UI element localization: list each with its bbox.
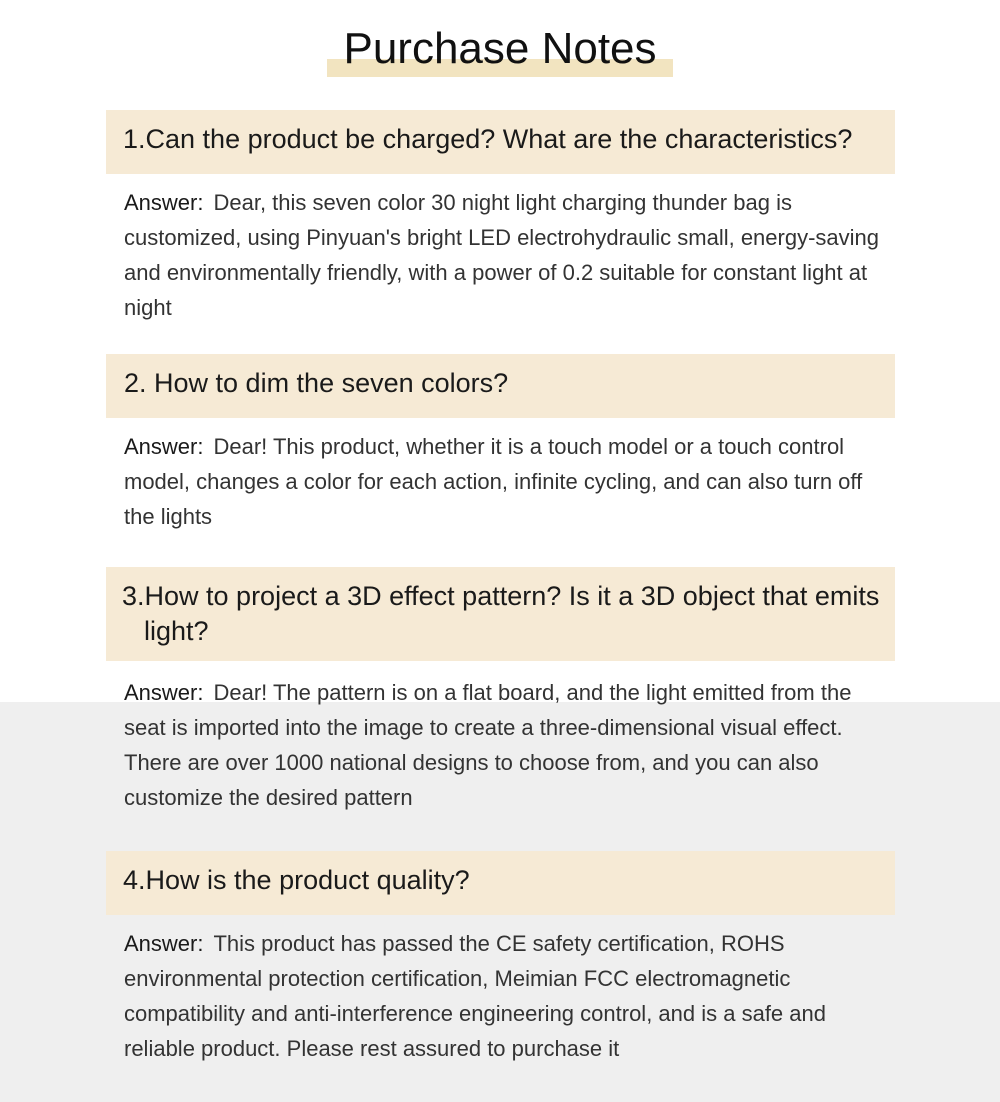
answer-2-label: Answer: [124, 434, 204, 459]
title-section [0, 24, 1000, 74]
page-title [327, 24, 672, 74]
answer-4 [124, 926, 894, 1066]
page-title-text: Purchase Notes [343, 24, 657, 73]
answer-2-text: Dear! This product, whether it is a touch model or a touch control model, changes a color for each action, infinite cycling, and can also turn off the lights [124, 434, 863, 529]
answer-3 [124, 675, 894, 815]
answer-1-text: Dear, this seven color 30 night light charging thunder bag is customized, using Pinyuan's bright LED electrohydraulic small, energy-saving and environmentally friendly, with a power of 0.2 suitable for constant light at night [124, 190, 880, 320]
question-1 [106, 110, 895, 174]
answer-1 [124, 185, 894, 325]
answer-3-label: Answer: [124, 680, 204, 705]
answer-4-label: Answer: [124, 931, 204, 956]
question-3 [106, 567, 895, 661]
question-2 [106, 354, 895, 418]
answer-3-text: Dear! The pattern is on a flat board, and the light emitted from the seat is imported into the image to create a three-dimensional visual effect. There are over 1000 national designs to choose from, and you can also customize the desired pattern [124, 680, 852, 810]
question-3-text: 3.How to project a 3D effect pattern? Is it a 3D object that emits light? [122, 581, 880, 646]
answer-2 [124, 429, 894, 534]
answer-4-text: This product has passed the CE safety certification, ROHS environmental protection certification, Meimian FCC electromagnetic compatibility and anti-interference engineering control, and is a safe and reliable product. Please rest assured to purchase it [124, 931, 826, 1061]
answer-1-label: Answer: [124, 190, 204, 215]
question-2-text: 2. How to dim the seven colors? [124, 368, 509, 398]
question-4-text: 4.How is the product quality? [123, 865, 470, 895]
question-4 [106, 851, 895, 915]
question-1-text: 1.Can the product be charged? What are the characteristics? [123, 124, 853, 154]
